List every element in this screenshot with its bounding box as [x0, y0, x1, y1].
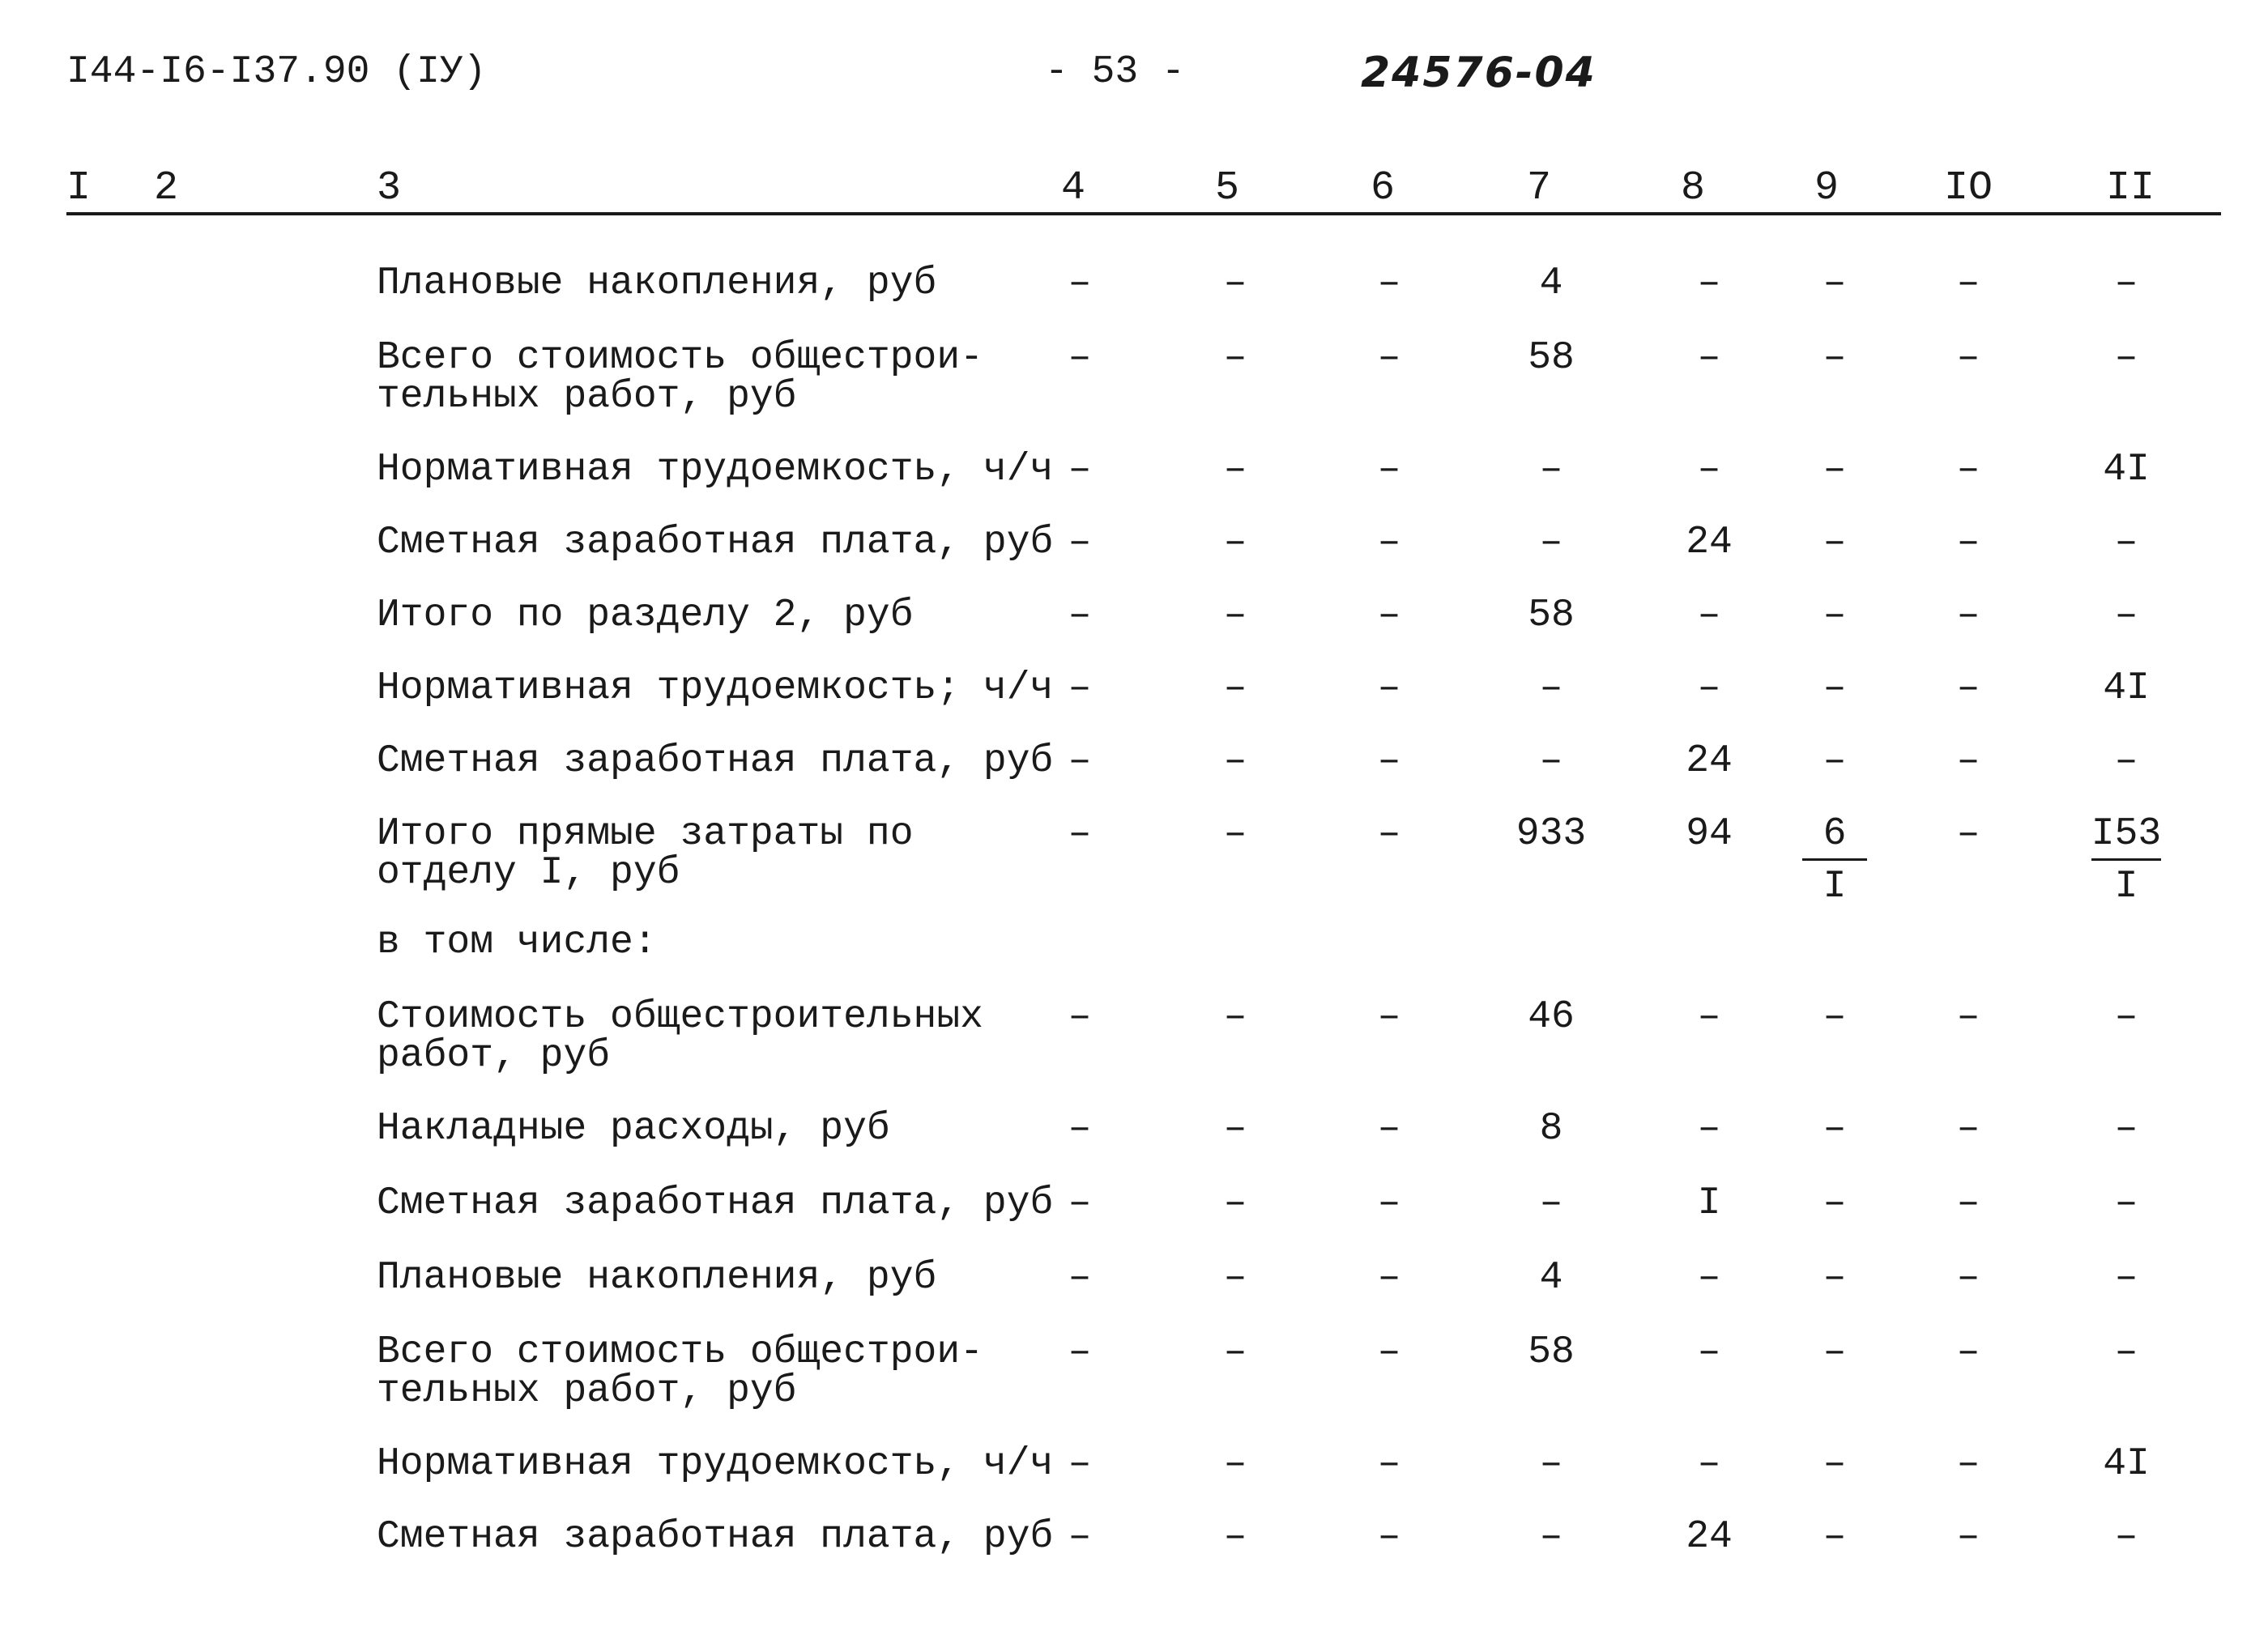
- row-cell-col-4: –: [1068, 1442, 1092, 1486]
- row-cell-col-4: –: [1068, 666, 1092, 710]
- row-cell-col-8: –: [1697, 1107, 1721, 1151]
- row-cell-col-5: –: [1223, 739, 1247, 783]
- row-cell-col-9: [1786, 812, 1883, 909]
- row-cell-col-8: –: [1697, 448, 1721, 492]
- fraction-numerator: I53: [2091, 815, 2161, 861]
- row-cell-col-5: –: [1223, 812, 1247, 856]
- row-cell-col-11: –: [2114, 739, 2138, 783]
- row-cell-col-11: –: [2114, 521, 2138, 564]
- row-cell-col-7: 58: [1528, 336, 1575, 380]
- fraction-denominator: I: [1823, 865, 1847, 909]
- row-cell-col-5: –: [1223, 1181, 1247, 1225]
- row-cell-col-8: –: [1697, 995, 1721, 1039]
- row-label: Итого по разделу 2, руб: [377, 594, 914, 637]
- row-cell-col-6: –: [1377, 1256, 1401, 1300]
- handwritten-number: 24576-04: [1361, 49, 1597, 97]
- doc-code: I44-I6-I37.90 (IУ): [66, 50, 487, 94]
- row-cell-col-6: –: [1377, 1181, 1401, 1225]
- row-cell-col-7: 58: [1528, 1330, 1575, 1374]
- row-cell-col-4: –: [1068, 1181, 1092, 1225]
- row-cell-col-6: –: [1377, 1107, 1401, 1151]
- row-cell-col-10: –: [1956, 1515, 1980, 1559]
- row-label: Сметная заработная плата, руб: [377, 1515, 1054, 1559]
- row-cell-col-10: –: [1956, 739, 1980, 783]
- row-cell-col-4: –: [1068, 521, 1092, 564]
- row-cell-col-9: –: [1823, 1442, 1847, 1486]
- row-cell-col-8: –: [1697, 594, 1721, 637]
- row-cell-col-8: –: [1697, 1442, 1721, 1486]
- row-cell-col-7: –: [1539, 1515, 1563, 1559]
- row-cell-col-7: –: [1539, 666, 1563, 710]
- row-cell-col-9: –: [1823, 1515, 1847, 1559]
- row-cell-col-4: –: [1068, 262, 1092, 305]
- col-11-header: II: [2106, 165, 2155, 211]
- row-cell-col-6: –: [1377, 666, 1401, 710]
- row-cell-col-4: –: [1068, 1107, 1092, 1151]
- row-cell-col-8: 24: [1686, 739, 1733, 783]
- row-cell-col-4: –: [1068, 812, 1092, 856]
- col-9-header: 9: [1814, 165, 1840, 211]
- row-cell-col-5: –: [1223, 594, 1247, 637]
- row-cell-col-7: –: [1539, 739, 1563, 783]
- row-cell-col-8: 24: [1686, 521, 1733, 564]
- col-7-header: 7: [1527, 165, 1552, 211]
- row-cell-col-6: –: [1377, 739, 1401, 783]
- row-cell-col-10: –: [1956, 1256, 1980, 1300]
- row-cell-col-9: –: [1823, 995, 1847, 1039]
- row-cell-col-7: 58: [1528, 594, 1575, 637]
- row-cell-col-5: –: [1223, 1515, 1247, 1559]
- row-cell-col-8: 94: [1686, 812, 1733, 856]
- row-cell-col-11: –: [2114, 1330, 2138, 1374]
- row-cell-col-6: –: [1377, 448, 1401, 492]
- row-cell-col-11: 4I: [2103, 448, 2150, 492]
- row-cell-col-10: –: [1956, 521, 1980, 564]
- row-cell-col-11: –: [2114, 1107, 2138, 1151]
- row-cell-col-5: –: [1223, 521, 1247, 564]
- row-cell-col-10: –: [1956, 448, 1980, 492]
- row-cell-col-9: –: [1823, 521, 1847, 564]
- row-cell-col-9: –: [1823, 1181, 1847, 1225]
- row-cell-col-6: –: [1377, 995, 1401, 1039]
- row-cell-col-6: –: [1377, 336, 1401, 380]
- row-cell-col-5: –: [1223, 448, 1247, 492]
- row-cell-col-4: –: [1068, 995, 1092, 1039]
- fraction-numerator: 6: [1802, 815, 1867, 861]
- col-1-header: I: [66, 165, 92, 211]
- col-5-header: 5: [1215, 165, 1240, 211]
- row-cell-col-9: –: [1823, 262, 1847, 305]
- row-cell-col-11: –: [2114, 995, 2138, 1039]
- row-cell-col-6: –: [1377, 1442, 1401, 1486]
- row-cell-col-11: –: [2114, 262, 2138, 305]
- row-label: Итого прямые затраты по отделу I, руб: [377, 812, 914, 895]
- col-8-header: 8: [1681, 165, 1706, 211]
- row-cell-col-7: –: [1539, 1442, 1563, 1486]
- col-6-header: 6: [1371, 165, 1396, 211]
- row-cell-col-5: –: [1223, 666, 1247, 710]
- row-cell-col-5: –: [1223, 1330, 1247, 1374]
- row-label: Нормативная трудоемкость, ч/ч: [377, 1442, 1054, 1486]
- row-cell-col-10: –: [1956, 1442, 1980, 1486]
- row-cell-col-5: –: [1223, 995, 1247, 1039]
- row-cell-col-10: –: [1956, 262, 1980, 305]
- row-cell-col-5: –: [1223, 262, 1247, 305]
- row-cell-col-10: –: [1956, 812, 1980, 856]
- row-cell-col-5: –: [1223, 336, 1247, 380]
- row-cell-col-10: –: [1956, 1330, 1980, 1374]
- row-cell-col-9: –: [1823, 1107, 1847, 1151]
- row-label: Нормативная трудоемкость, ч/ч: [377, 448, 1054, 492]
- row-cell-col-9: –: [1823, 1256, 1847, 1300]
- row-label: Сметная заработная плата, руб: [377, 521, 1054, 564]
- row-label: Стоимость общестроительных работ, руб: [377, 995, 983, 1078]
- row-cell-col-6: –: [1377, 1330, 1401, 1374]
- row-cell-col-11: –: [2114, 1256, 2138, 1300]
- row-cell-col-4: –: [1068, 1330, 1092, 1374]
- row-cell-col-7: 933: [1516, 812, 1587, 856]
- row-cell-col-5: –: [1223, 1442, 1247, 1486]
- col-10-header: IO: [1944, 165, 1993, 211]
- row-cell-col-11: –: [2114, 594, 2138, 637]
- row-label: в том числе:: [377, 921, 657, 964]
- row-cell-col-4: –: [1068, 448, 1092, 492]
- row-cell-col-11: 4I: [2103, 1442, 2150, 1486]
- col-2-header: 2: [154, 165, 179, 211]
- row-cell-col-4: –: [1068, 1515, 1092, 1559]
- page-number: - 53 -: [1045, 50, 1185, 94]
- row-cell-col-8: –: [1697, 1256, 1721, 1300]
- row-cell-col-4: –: [1068, 336, 1092, 380]
- row-cell-col-10: –: [1956, 1107, 1980, 1151]
- row-cell-col-6: –: [1377, 812, 1401, 856]
- row-cell-col-8: –: [1697, 336, 1721, 380]
- row-cell-col-8: –: [1697, 1330, 1721, 1374]
- row-cell-col-6: –: [1377, 262, 1401, 305]
- row-cell-col-5: –: [1223, 1107, 1247, 1151]
- row-cell-col-9: –: [1823, 594, 1847, 637]
- row-label: Всего стоимость общестрои- тельных работ, руб: [377, 336, 983, 419]
- row-cell-col-7: 4: [1539, 262, 1563, 305]
- row-cell-col-11: –: [2114, 1181, 2138, 1225]
- row-cell-col-10: –: [1956, 594, 1980, 637]
- row-cell-col-9: –: [1823, 448, 1847, 492]
- row-cell-col-7: 4: [1539, 1256, 1563, 1300]
- row-label: Сметная заработная плата, руб: [377, 1181, 1054, 1225]
- row-cell-col-10: –: [1956, 1181, 1980, 1225]
- row-cell-col-11: 4I: [2103, 666, 2150, 710]
- row-cell-col-7: 8: [1539, 1107, 1563, 1151]
- row-cell-col-6: –: [1377, 594, 1401, 637]
- row-cell-col-8: –: [1697, 666, 1721, 710]
- row-cell-col-8: I: [1697, 1181, 1721, 1225]
- row-cell-col-10: –: [1956, 995, 1980, 1039]
- row-cell-col-7: 46: [1528, 995, 1575, 1039]
- col-3-header: 3: [377, 165, 402, 211]
- row-cell-col-5: –: [1223, 1256, 1247, 1300]
- row-label: Нормативная трудоемкость; ч/ч: [377, 666, 1054, 710]
- row-cell-col-6: –: [1377, 521, 1401, 564]
- row-label: Накладные расходы, руб: [377, 1107, 890, 1151]
- col-4-header: 4: [1061, 165, 1086, 211]
- fraction-denominator: I: [2114, 865, 2138, 909]
- row-cell-col-7: –: [1539, 1181, 1563, 1225]
- row-cell-col-9: –: [1823, 666, 1847, 710]
- row-cell-col-7: –: [1539, 448, 1563, 492]
- row-cell-col-11: –: [2114, 1515, 2138, 1559]
- row-cell-col-8: –: [1697, 262, 1721, 305]
- row-cell-col-9: –: [1823, 1330, 1847, 1374]
- row-label: Всего стоимость общестрои- тельных работ, руб: [377, 1330, 983, 1413]
- row-cell-col-6: –: [1377, 1515, 1401, 1559]
- row-cell-col-11: –: [2114, 336, 2138, 380]
- row-cell-col-9: –: [1823, 739, 1847, 783]
- row-cell-col-4: –: [1068, 1256, 1092, 1300]
- row-cell-col-7: –: [1539, 521, 1563, 564]
- row-cell-col-10: –: [1956, 666, 1980, 710]
- row-cell-col-8: 24: [1686, 1515, 1733, 1559]
- row-cell-col-4: –: [1068, 594, 1092, 637]
- row-cell-col-4: –: [1068, 739, 1092, 783]
- row-cell-col-11: [2078, 812, 2175, 909]
- row-label: Плановые накопления, руб: [377, 262, 937, 305]
- row-cell-col-10: –: [1956, 336, 1980, 380]
- header-rule: [66, 212, 2221, 215]
- row-label: Плановые накопления, руб: [377, 1256, 937, 1300]
- row-label: Сметная заработная плата, руб: [377, 739, 1054, 783]
- row-cell-col-9: –: [1823, 336, 1847, 380]
